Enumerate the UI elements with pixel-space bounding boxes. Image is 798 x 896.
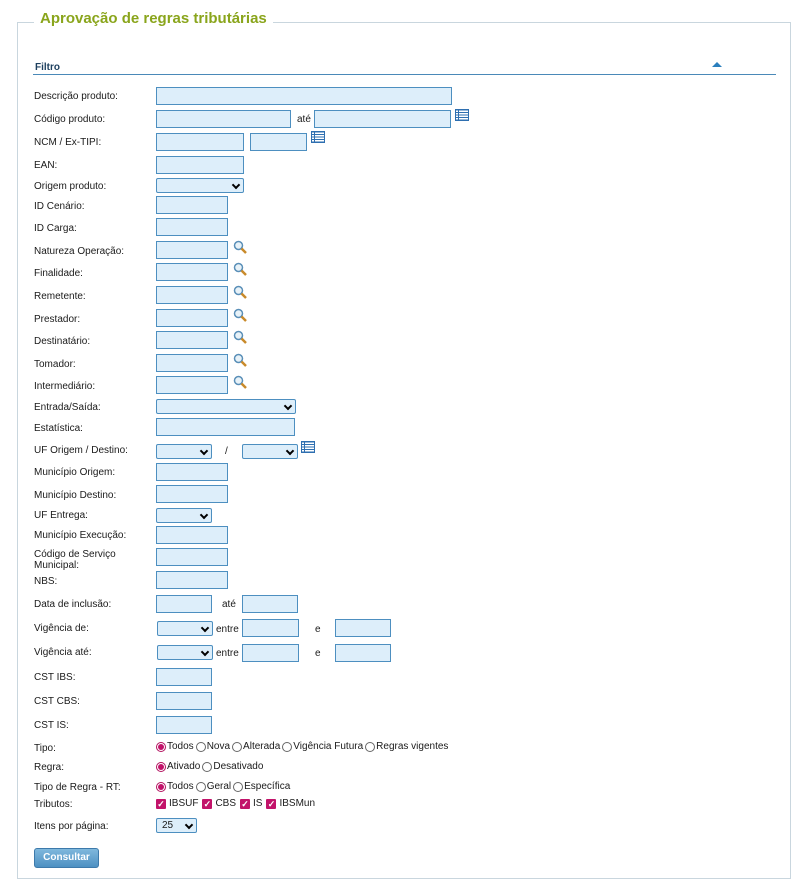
vigencia-ate-from-input[interactable] <box>242 644 299 662</box>
tipo-option[interactable]: Vigência Futura <box>282 741 363 752</box>
data-inclusao-to-input[interactable] <box>242 595 298 613</box>
uf-entrega-select[interactable] <box>156 508 212 523</box>
list-icon[interactable] <box>455 109 469 121</box>
vigencia-de-from-input[interactable] <box>242 619 299 637</box>
natureza-label: Natureza Operação: <box>34 246 125 257</box>
vigencia-de-label: Vigência de: <box>34 623 89 634</box>
tributo-ibsmun-checkbox[interactable]: ✓ IBSMun <box>267 798 316 809</box>
list-icon[interactable] <box>301 441 315 453</box>
municipio-destino-input[interactable] <box>156 485 228 503</box>
ean-input[interactable] <box>156 156 244 174</box>
remetente-label: Remetente: <box>34 291 86 302</box>
data-inclusao-ate-label: até <box>222 599 236 610</box>
magnifier-icon[interactable] <box>233 262 247 276</box>
estatistica-label: Estatística: <box>34 423 83 434</box>
check-icon[interactable]: ✓ <box>241 798 249 809</box>
radio-selected[interactable] <box>156 742 166 752</box>
cst-ibs-label: CST IBS: <box>34 672 76 683</box>
origem-label: Origem produto: <box>34 181 107 192</box>
radio[interactable] <box>233 782 243 792</box>
itens-pagina-select[interactable] <box>156 818 197 833</box>
municipio-origem-label: Município Origem: <box>34 467 116 478</box>
magnifier-icon[interactable] <box>233 330 247 344</box>
consultar-button[interactable]: Consultar <box>34 848 99 868</box>
municipio-execucao-input[interactable] <box>156 526 228 544</box>
tomador-label: Tomador: <box>34 359 76 370</box>
tipo-regra-label: Tipo de Regra - RT: <box>34 782 121 793</box>
magnifier-icon[interactable] <box>233 308 247 322</box>
page-title: Aprovação de regras tributárias <box>34 10 273 27</box>
nbs-label: NBS: <box>34 576 58 587</box>
vigencia-ate-select[interactable] <box>157 645 213 660</box>
tipo-regra-radio-group <box>156 781 292 792</box>
codigo-servico-label: Código de Serviço Municipal: <box>34 549 116 571</box>
uf-origem-destino-label: UF Origem / Destino: <box>34 445 128 456</box>
tributos-checkbox-group <box>156 798 319 809</box>
tributo-ibsuf-checkbox[interactable]: ✓ IBSUF <box>157 798 199 809</box>
entrada-saida-label: Entrada/Saída: <box>34 402 101 413</box>
data-inclusao-from-input[interactable] <box>156 595 212 613</box>
magnifier-icon[interactable] <box>233 240 247 254</box>
tipo-regra-option[interactable]: Geral <box>196 781 231 792</box>
list-icon[interactable] <box>311 131 325 143</box>
nbs-input[interactable] <box>156 571 228 589</box>
tipo-option[interactable]: Nova <box>196 741 230 752</box>
tipo-regra-option[interactable]: Todos <box>156 781 194 792</box>
codigo-to-input[interactable] <box>314 110 451 128</box>
itens-pagina-value: 25 <box>162 820 174 831</box>
cst-is-label: CST IS: <box>34 720 69 731</box>
cst-cbs-input[interactable] <box>156 692 212 710</box>
radio[interactable] <box>196 782 206 792</box>
uf-separator: / <box>225 446 228 457</box>
tributo-is-checkbox[interactable]: ✓ IS <box>241 798 263 809</box>
magnifier-icon[interactable] <box>233 285 247 299</box>
uf-entrega-label: UF Entrega: <box>34 510 88 521</box>
codigo-from-input[interactable] <box>156 110 291 128</box>
cst-cbs-label: CST CBS: <box>34 696 80 707</box>
vigencia-de-e-label: e <box>315 624 321 635</box>
magnifier-icon[interactable] <box>233 375 247 389</box>
descricao-input[interactable] <box>156 87 452 105</box>
id-carga-input[interactable] <box>156 218 228 236</box>
itens-pagina-label: Itens por página: <box>34 821 109 832</box>
check-icon[interactable]: ✓ <box>157 798 165 809</box>
prestador-input[interactable] <box>156 309 228 327</box>
regra-radio-group <box>156 761 265 772</box>
vigencia-ate-e-label: e <box>315 648 321 659</box>
regra-option[interactable]: Ativado <box>156 761 200 772</box>
tipo-radio-group <box>156 741 450 752</box>
filter-divider <box>33 74 776 75</box>
id-cenario-label: ID Cenário: <box>34 201 85 212</box>
ex-tipi-input[interactable] <box>250 133 307 151</box>
remetente-input[interactable] <box>156 286 228 304</box>
vigencia-ate-label: Vigência até: <box>34 647 92 658</box>
cst-ibs-input[interactable] <box>156 668 212 686</box>
descricao-label: Descrição produto: <box>34 91 118 102</box>
codigo-servico-input[interactable] <box>156 548 228 566</box>
check-icon[interactable]: ✓ <box>267 798 276 809</box>
regra-label: Regra: <box>34 762 65 773</box>
finalidade-input[interactable] <box>156 263 228 281</box>
magnifier-icon[interactable] <box>233 353 247 367</box>
natureza-input[interactable] <box>156 241 228 259</box>
prestador-label: Prestador: <box>34 314 81 325</box>
ncm-input[interactable] <box>156 133 244 151</box>
uf-origem-select[interactable] <box>156 444 212 459</box>
vigencia-ate-to-input[interactable] <box>335 644 391 662</box>
codigo-label: Código produto: <box>34 114 106 125</box>
codigo-ate-label: até <box>297 114 311 125</box>
ean-label: EAN: <box>34 160 58 171</box>
finalidade-label: Finalidade: <box>34 268 83 279</box>
tomador-input[interactable] <box>156 354 228 372</box>
vigencia-de-select[interactable] <box>157 621 213 636</box>
cst-is-input[interactable] <box>156 716 212 734</box>
vigencia-ate-entre-label: entre <box>216 648 239 659</box>
tipo-option[interactable]: Regras vigentes <box>365 741 448 752</box>
radio[interactable] <box>232 742 242 752</box>
filter-header: Filtro <box>35 62 60 73</box>
municipio-destino-label: Município Destino: <box>34 490 117 501</box>
check-icon[interactable]: ✓ <box>203 798 212 809</box>
intermediario-input[interactable] <box>156 376 228 394</box>
regra-option[interactable]: Desativado <box>202 761 263 772</box>
data-inclusao-label: Data de inclusão: <box>34 599 112 610</box>
vigencia-de-to-input[interactable] <box>335 619 391 637</box>
id-carga-label: ID Carga: <box>34 223 77 234</box>
uf-destino-select[interactable] <box>242 444 298 459</box>
tipo-option[interactable]: Todos <box>156 741 194 752</box>
radio-selected[interactable] <box>156 782 166 792</box>
triangle-up-icon[interactable] <box>712 62 722 67</box>
radio[interactable] <box>202 762 212 772</box>
radio[interactable] <box>282 742 292 752</box>
tributo-cbs-checkbox[interactable]: ✓ CBS <box>203 798 237 809</box>
tipo-option[interactable]: Alterada <box>232 741 280 752</box>
origem-select[interactable] <box>156 178 244 193</box>
tipo-label: Tipo: <box>34 743 56 754</box>
municipio-execucao-label: Município Execução: <box>34 530 127 541</box>
id-cenario-input[interactable] <box>156 196 228 214</box>
tipo-regra-option[interactable]: Específica <box>233 781 290 792</box>
vigencia-de-entre-label: entre <box>216 624 239 635</box>
radio-selected[interactable] <box>156 762 166 772</box>
tributos-label: Tributos: <box>34 799 73 810</box>
intermediario-label: Intermediário: <box>34 381 96 392</box>
destinatario-label: Destinatário: <box>34 336 91 347</box>
estatistica-input[interactable] <box>156 418 295 436</box>
ncm-label: NCM / Ex-TIPI: <box>34 137 102 148</box>
destinatario-input[interactable] <box>156 331 228 349</box>
municipio-origem-input[interactable] <box>156 463 228 481</box>
radio[interactable] <box>365 742 375 752</box>
entrada-saida-select[interactable] <box>156 399 296 414</box>
radio[interactable] <box>196 742 206 752</box>
